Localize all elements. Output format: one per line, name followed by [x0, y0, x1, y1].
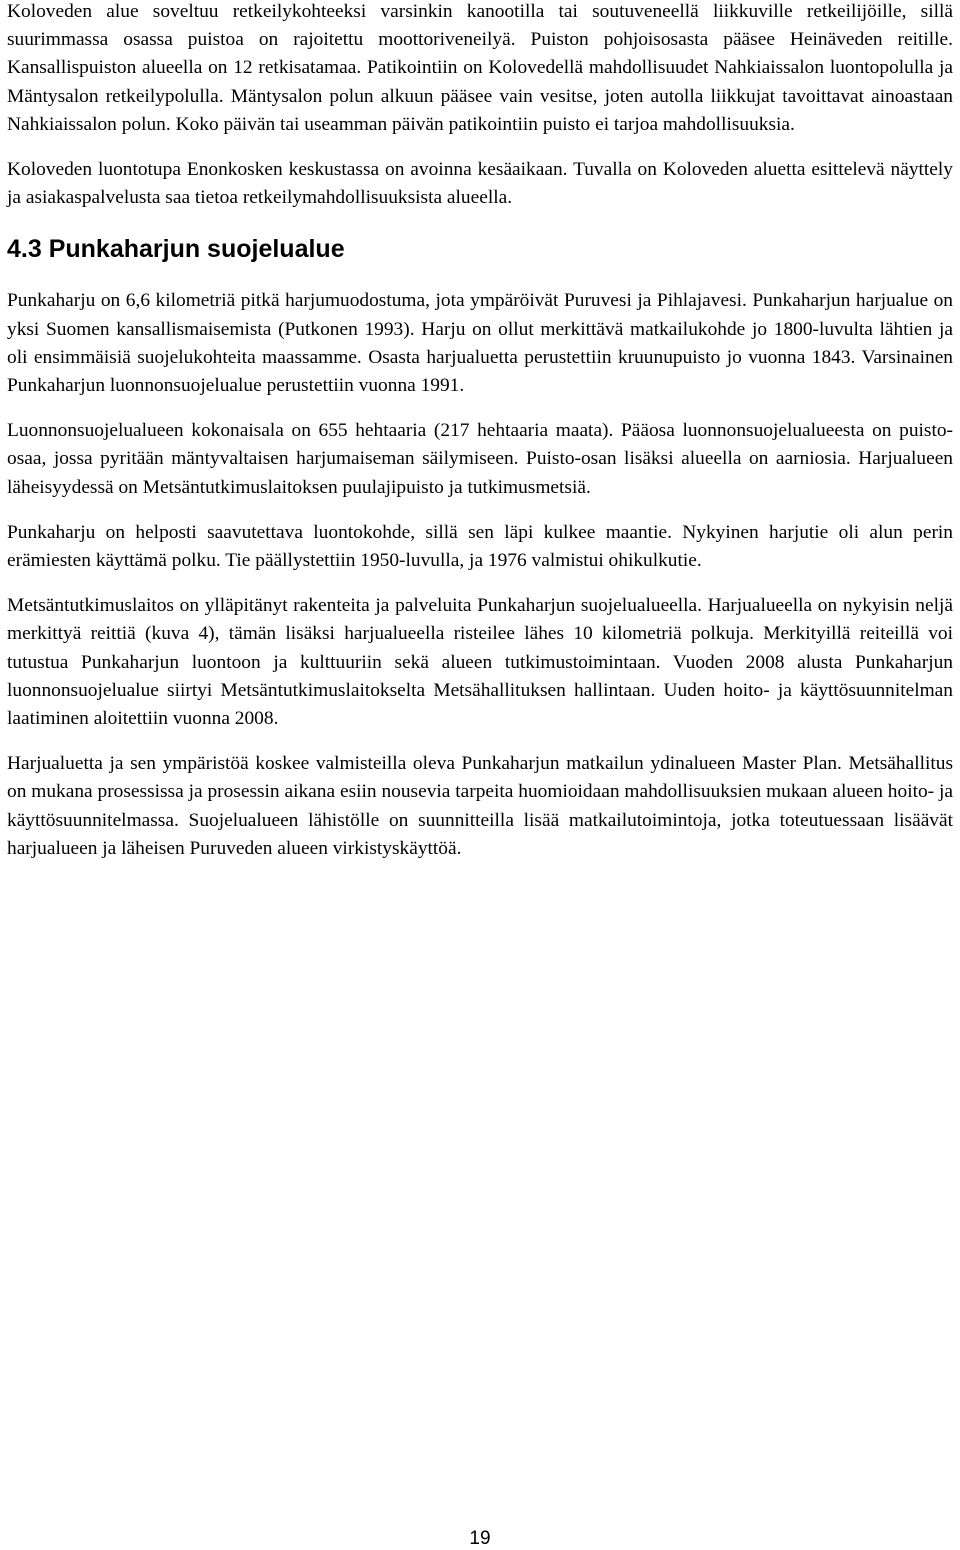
- page-body: [7, 0, 953, 880]
- page-number: 19: [469, 1528, 491, 1549]
- paragraph-punkaharju-intro: Punkaharju on 6,6 kilometriä pitkä harjumuodostuma, jota ympäröivät Puruvesi ja Pihlajavesi. Punkaharjun harjualue on yksi Suomen kansallismaisemista (Putkonen 1993). Harju on ollut merkittävä matkailukohde jo 1800-luvulta lähtien ja oli ensimmäisiä suojelukohteita maassamme. Osasta harjualuetta perustettiin kruunupuisto jo vuonna 1843. Varsinainen Punkaharjun luonnonsuojelualue perustettiin vuonna 1991.: [7, 290, 953, 397]
- paragraph-punkaharju-road: Punkaharju on helposti saavutettava luontokohde, sillä sen läpi kulkee maantie. Nykyinen harjutie oli alun perin erämiesten käyttämä polku. Tie päällystettiin 1950-luvulla, ja 1976 valmistui ohikulkutie.: [7, 521, 953, 572]
- paragraph-koloveden-retkeily: Koloveden alue soveltuu retkeilykohteeksi varsinkin kanootilla tai soutuveneellä liikkuville retkeilijöille, sillä suurimmassa osassa puistoa on rajoitettu moottoriveneilyä. Puiston pohjoisosasta pääsee Heinäveden reitille. Kansallispuiston alueella on 12 retkisatamaa. Patikointiin on Kolovedellä mahdollisuudet Nahkiaissalon luontopolulla ja Mäntysalon retkeilypolulla. Mäntysalon polun alkuun pääsee vain vesitse, joten autolla liikkujat tavoittavat ainoastaan Nahkiaissalon polun. Koko päivän tai useamman päivän patikointiin puisto ei tarjoa mahdollisuuksia.: [7, 1, 953, 135]
- paragraph-punkaharju-master-plan: Harjualuetta ja sen ympäristöä koskee valmisteilla oleva Punkaharjun matkailun ydinalueen Master Plan. Metsähallitus on mukana prosessissa ja prosessin aikana esiin nousevia tarpeita huomioidaan mahdollisuuksien mukaan alueen hoito- ja käyttösuunnitelmassa. Suojelualueen lähistölle on suunnitteilla lisää matkailutoimintoja, jotka toteutuessaan lisäävät harjualueen ja läheisen Puruveden alueen virkistyskäyttöä.: [7, 753, 953, 859]
- paragraph-koloveden-luontotupa: Koloveden luontotupa Enonkosken keskustassa on avoinna kesäaikaan. Tuvalla on Koloveden aluetta esittelevä näyttely ja asiakaspalvelusta saa tietoa retkeilymahdollisuuksista alueella.: [7, 159, 953, 209]
- paragraph-punkaharju-trails: Metsäntutkimuslaitos on ylläpitänyt rakenteita ja palveluita Punkaharjun suojelualueella. Harjualueella on nykyisin neljä merkittyä reittiä (kuva 4), tämän lisäksi harjualueella risteilee lähes 10 kilometriä polkuja. Merkityillä reiteillä voi tutustua Punkaharjun luontoon ja kulttuuriin sekä alueen tutkimustoimintaan. Vuoden 2008 alusta Punkaharjun luonnonsuojelualue siirtyi Metsäntutkimuslaitokselta Metsähallituksen hallintaan. Uuden hoito- ja käyttösuunnitelman laatiminen aloitettiin vuonna 2008.: [7, 595, 953, 730]
- paragraph-punkaharju-area: Luonnonsuojelualueen kokonaisala on 655 hehtaaria (217 hehtaaria maata). Pääosa luonnonsuojelualueesta on puisto-osaa, jossa pyritään mäntyvaltaisen harjumaiseman säilymiseen. Puisto-osan lisäksi alueella on aarniosia. Harjualueen läheisyydessä on Metsäntutkimuslaitoksen puulajipuisto ja tutkimusmetsiä.: [7, 420, 953, 498]
- section-heading: 4.3 Punkaharjun suojelualue: [7, 235, 345, 264]
